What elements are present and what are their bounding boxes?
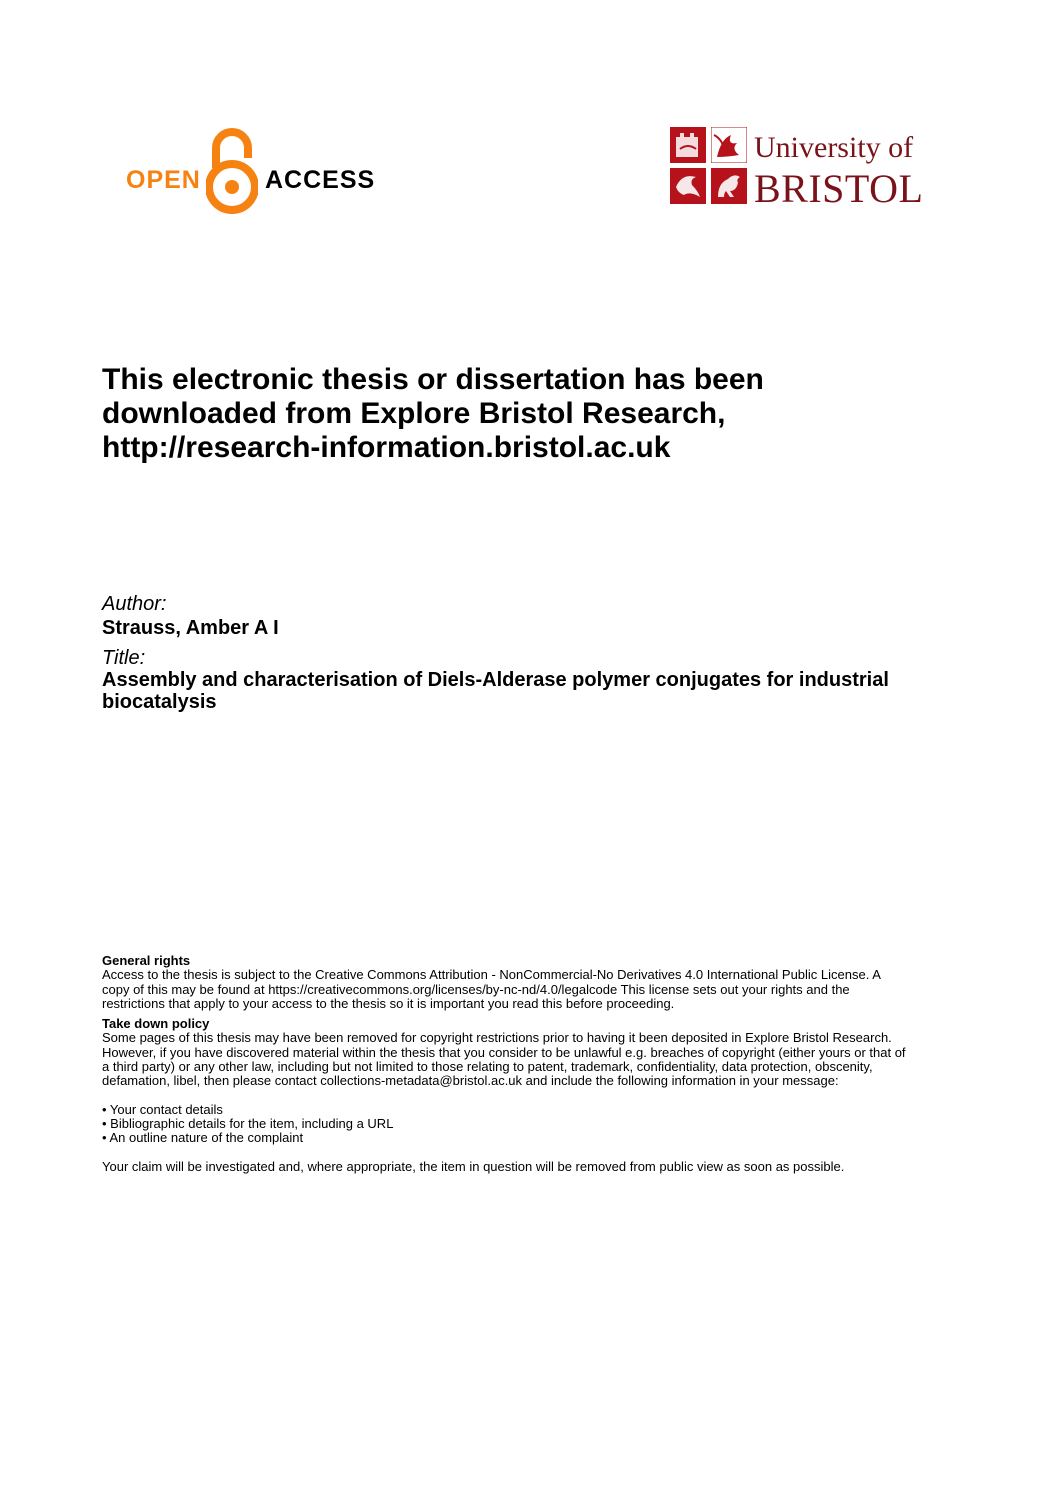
bullet-item: • An outline nature of the complaint (102, 1130, 304, 1146)
bristol-text: BRISTOL (754, 166, 924, 211)
bullet-item: • Your contact details (102, 1101, 223, 1117)
thesis-title-line: Assembly and characterisation of Diels-Alderase polymer conjugates for industrial (102, 669, 889, 691)
take-down-heading: Take down policy (102, 1016, 210, 1032)
open-padlock-icon (206, 128, 258, 214)
open-access-word-open: OPEN (126, 166, 201, 194)
title-label: Title: (102, 647, 146, 669)
general-rights-heading: General rights (102, 953, 191, 968)
thesis-title (102, 669, 889, 713)
open-access-logo (126, 128, 376, 214)
legal-notice (102, 954, 992, 1174)
university-of-bristol-logo (670, 127, 932, 211)
author-name-text: Strauss, Amber A I (102, 617, 279, 639)
general-rights-line: copy of this may be found at https://creativecommons.org/licenses/by-nc-nd/4.0/legalcode This license sets out your rights and the (102, 981, 850, 997)
take-down-line: a third party) or any other law, including but not limited to those relating to patent, trademark, confidentiality, data protection, obscenity, (102, 1059, 873, 1075)
bristol-crest-icon (670, 127, 747, 204)
headline-line: downloaded from Explore Bristol Research, (102, 397, 726, 430)
general-rights-line: restrictions that apply to your access to the thesis so it is important you read this before proceeding. (102, 995, 675, 1011)
take-down-line: However, if you have discovered material within the thesis that you consider to be unlawful e.g. breaches of copyright (either yours or that of (102, 1044, 906, 1060)
open-access-word-access: ACCESS (265, 166, 376, 194)
bullet-item: • Bibliographic details for the item, including a URL (102, 1115, 394, 1131)
author-name (102, 617, 279, 639)
closing-statement: Your claim will be investigated and, where appropriate, the item in question will be removed from public view as soon as possible. (102, 1158, 845, 1174)
author-label: Author: (102, 593, 167, 615)
page-title (102, 363, 962, 465)
headline-line: This electronic thesis or dissertation has been (102, 363, 764, 396)
thesis-title-line: biocatalysis (102, 691, 217, 713)
university-of-text: University of (754, 131, 914, 164)
take-down-line: defamation, libel, then please contact collections-metadata@bristol.ac.uk and include the following information in your message: (102, 1073, 839, 1089)
take-down-line: Some pages of this thesis may have been removed for copyright restrictions prior to having it been deposited in Explore Bristol Research. (102, 1030, 892, 1046)
headline-url: http://research-information.bristol.ac.uk (102, 431, 671, 464)
general-rights-line: Access to the thesis is subject to the Creative Commons Attribution - NonCommercial-No Derivatives 4.0 International Public License. A (102, 967, 881, 983)
